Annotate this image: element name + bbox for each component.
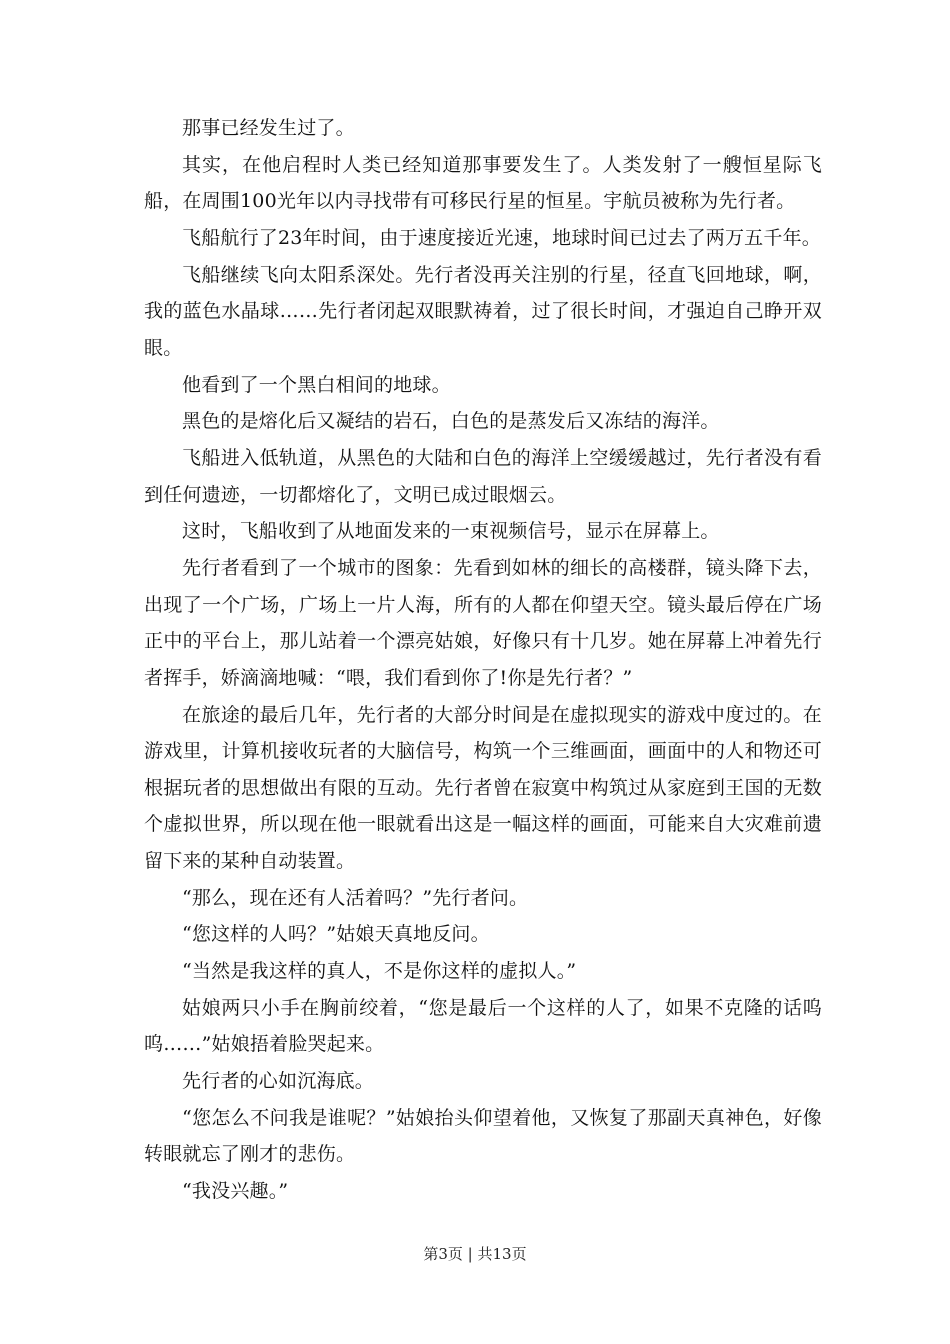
paragraph: “您这样的人吗？”姑娘天真地反问。	[182, 923, 490, 946]
paragraph: “当然是我这样的真人，不是你这样的虚拟人。”	[182, 960, 577, 983]
paragraph: 姑娘两只小手在胸前绞着，“您是最后一个这样的人了，如果不克隆的话呜呜……”姑娘捂着脸哭起来。	[144, 996, 822, 1056]
paragraph: “我没兴趣。”	[182, 1180, 289, 1203]
paragraph: 其实，在他启程时人类已经知道那事要发生了。人类发射了一艘恒星际飞船，在周围100光年以内寻找带有可移民行星的恒星。宇航员被称为先行者。	[144, 153, 822, 213]
paragraph: 飞船继续飞向太阳系深处。先行者没再关注别的行星，径直飞回地球，啊，我的蓝色水晶球……先行者闭起双眼默祷着，过了很长时间，才强迫自己睁开双眼。	[144, 263, 822, 359]
paragraph: 先行者看到了一个城市的图象：先看到如林的细长的高楼群，镜头降下去，出现了一个广场，广场上一片人海，所有的人都在仰望天空。镜头最后停在广场正中的平台上，那儿站着一个漂亮姑娘，好像只有十几岁。她在屏幕上冲着先行者挥手，娇滴滴地喊：“喂，我们看到你了!你是先行者？”	[144, 556, 822, 689]
paragraph: 飞船航行了23年时间，由于速度接近光速，地球时间已过去了两万五千年。	[182, 226, 821, 249]
paragraph: “您怎么不问我是谁呢？”姑娘抬头仰望着他，又恢复了那副天真神色，好像转眼就忘了刚才的悲伤。	[144, 1106, 822, 1166]
paragraph: 先行者的心如沉海底。	[182, 1070, 375, 1093]
paragraph: 飞船进入低轨道，从黑色的大陆和白色的海洋上空缓缓越过，先行者没有看到任何遗迹，一切都熔化了，文明已成过眼烟云。	[144, 446, 822, 506]
paragraph: 在旅途的最后几年，先行者的大部分时间是在虚拟现实的游戏中度过的。在游戏里，计算机接收玩者的大脑信号，构筑一个三维画面，画面中的人和物还可根据玩者的思想做出有限的互动。先行者曾在寂寞中构筑过从家庭到王国的无数个虚拟世界，所以现在他一眼就看出这是一幅这样的画面，可能来自大灾难前遗留下来的某种自动装置。	[144, 703, 822, 873]
paragraph: 这时，飞船收到了从地面发来的一束视频信号，显示在屏幕上。	[182, 520, 720, 543]
document-body	[144, 110, 822, 1210]
paragraph: “那么，现在还有人活着吗？”先行者问。	[182, 886, 529, 909]
page-number-footer: 第3页 | 共13页	[423, 1245, 527, 1263]
paragraph: 他看到了一个黑白相间的地球。	[182, 373, 451, 396]
paragraph: 黑色的是熔化后又凝结的岩石，白色的是蒸发后又冻结的海洋。	[182, 410, 720, 433]
paragraph: 那事已经发生过了。	[182, 117, 355, 139]
